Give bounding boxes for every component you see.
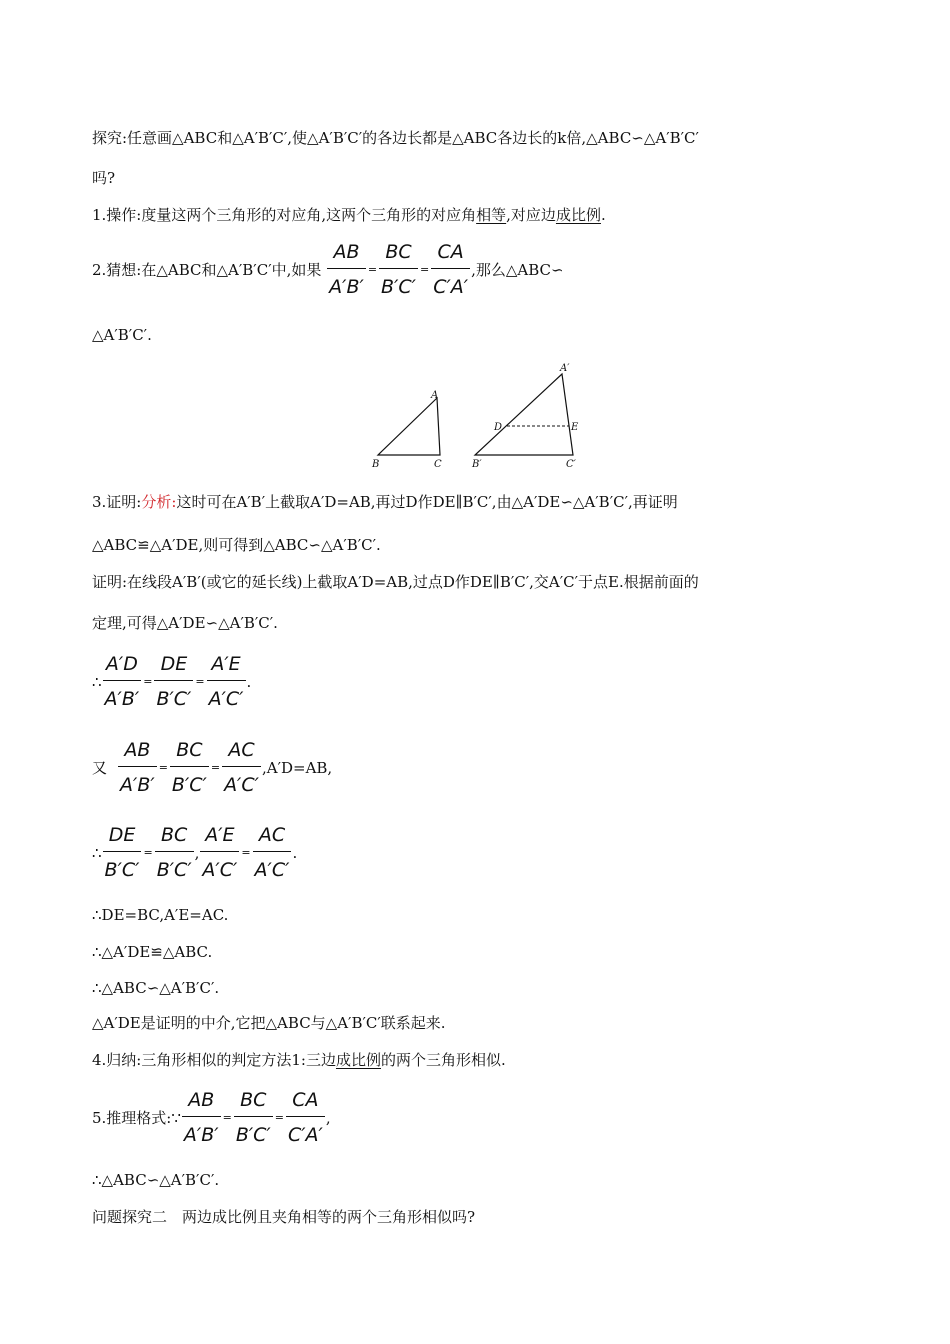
frac-den: A′B′ — [183, 1124, 219, 1146]
frac-num: BC — [170, 738, 209, 767]
proof-line-1: 证明:在线段A′B′(或它的延长线)上截取A′D=AB,过点D作DE∥B′C′,交A′C′于点E.根据前面的 — [92, 573, 699, 591]
label-d: D — [494, 422, 503, 433]
label-c: C — [434, 459, 442, 470]
step1-operation — [92, 205, 606, 225]
label-e: E — [571, 422, 579, 433]
fraction-bc — [379, 240, 418, 299]
frac-den: B′C′ — [104, 859, 140, 881]
analysis-line-2: △ABC≌△A′DE,则可得到△ABC∽△A′B′C′. — [92, 536, 381, 554]
fraction-ab — [327, 240, 366, 299]
frac-num: BC — [379, 240, 418, 269]
eq-sign: = — [274, 1110, 284, 1124]
fraction-ac — [253, 823, 292, 882]
eq-sign: = — [158, 760, 168, 774]
fraction-ab — [118, 738, 157, 797]
frac-den: B′C′ — [156, 859, 192, 881]
large-triangle — [471, 363, 579, 470]
step4-summary — [92, 1050, 506, 1070]
frac-num: AB — [182, 1088, 221, 1117]
eq-sign: = — [367, 262, 378, 276]
frac-den: B′C′ — [235, 1124, 271, 1146]
frac-num: AB — [327, 240, 366, 269]
frac-num: BC — [155, 823, 194, 852]
eq-sign: = — [419, 262, 430, 276]
eq-sign: = — [210, 760, 221, 774]
fraction-ape — [200, 823, 239, 882]
explore-line-2: 吗? — [92, 169, 116, 187]
frac-num: AB — [118, 738, 157, 767]
frac-num: DE — [103, 823, 142, 852]
fraction-ab — [182, 1088, 221, 1147]
also-tail: ,A′D=AB, — [261, 758, 333, 777]
conclusion-2: ∴△A′DE≌△ABC. — [92, 943, 213, 961]
ratio-line-1 — [92, 652, 251, 711]
fraction-ape — [207, 652, 246, 711]
because-sign: ∵ — [171, 1108, 181, 1127]
label-b: B — [372, 459, 380, 470]
step1-text: 1.操作:度量这两个三角形的对应角,这两个三角形的对应角 — [92, 206, 477, 224]
step3-analysis — [92, 492, 678, 512]
also-label: 又 — [92, 758, 108, 777]
step3-label: 3.证明: — [92, 493, 142, 511]
frac-den: B′C′ — [171, 774, 207, 796]
fraction-ca — [286, 1088, 325, 1147]
ratio-line-3 — [92, 823, 297, 882]
frac-den: A′C′ — [208, 688, 244, 710]
frac-den: C′A′ — [433, 276, 469, 298]
frac-num: CA — [431, 240, 470, 269]
triangles-figure — [360, 358, 600, 473]
frac-num: DE — [154, 652, 193, 681]
proof-line-2: 定理,可得△A′DE∽△A′B′C′. — [92, 614, 278, 632]
fraction-apd — [103, 652, 142, 711]
frac-num: CA — [286, 1088, 325, 1117]
period: . — [246, 672, 252, 691]
step1-mid: ,对应边 — [506, 206, 556, 224]
triangle-apbpcp — [475, 374, 573, 455]
fraction-ca — [431, 240, 470, 299]
analysis-label: 分析: — [141, 493, 177, 511]
question-2-heading: 问题探究二 两边成比例且夹角相等的两个三角形相似吗? — [92, 1208, 476, 1226]
frac-den: C′A′ — [287, 1124, 323, 1146]
step4-underline: 成比例 — [335, 1051, 381, 1069]
period: . — [292, 843, 298, 862]
eq-sign: = — [241, 845, 251, 859]
eq-sign: = — [143, 845, 153, 859]
small-triangle — [371, 390, 442, 470]
eq-sign: = — [222, 1110, 232, 1124]
triangle-abc — [378, 398, 440, 455]
frac-den: B′C′ — [381, 276, 416, 298]
label-bp: B′ — [472, 459, 482, 470]
analysis-text: 这时可在A′B′上截取A′D=AB,再过D作DE∥B′C′,由△A′DE∽△A′B′C′,再证明 — [176, 493, 678, 511]
frac-num: A′E — [200, 823, 239, 852]
frac-den: A′C′ — [224, 774, 259, 796]
comma: , — [325, 1108, 331, 1127]
step2-text: 2.猜想:在△ABC和△A′B′C′中,如果 — [92, 260, 322, 279]
explore-line-1: 探究:任意画△ABC和△A′B′C′,使△A′B′C′的各边长都是△ABC各边长的k倍,△ABC∽△A′B′C′ — [92, 129, 699, 147]
label-cp: C′ — [566, 459, 576, 470]
frac-num: AC — [253, 823, 292, 852]
frac-den: B′C′ — [156, 688, 192, 710]
ratio-line-2 — [92, 738, 332, 797]
eq-sign: = — [195, 674, 205, 688]
fraction-bc — [234, 1088, 273, 1147]
frac-den: A′C′ — [254, 859, 290, 881]
frac-num: BC — [234, 1088, 273, 1117]
step1-underline-proportional: 成比例 — [555, 206, 601, 224]
label-a: A — [431, 390, 439, 401]
step5-format — [92, 1088, 331, 1147]
step2-conjecture — [92, 240, 564, 299]
conclusion-1: ∴DE=BC,A′E=AC. — [92, 906, 229, 924]
therefore-sign: ∴ — [92, 672, 102, 691]
fraction-de — [103, 823, 142, 882]
frac-num: AC — [222, 738, 261, 767]
step2-line-2: △A′B′C′. — [92, 326, 152, 344]
step4-text: 4.归纳:三角形相似的判定方法1:三边 — [92, 1051, 336, 1069]
frac-den: A′C′ — [202, 859, 238, 881]
step1-post: . — [600, 206, 606, 224]
frac-den: A′B′ — [104, 688, 140, 710]
therefore-sign: ∴ — [92, 843, 102, 862]
step5-conclusion: ∴△ABC∽△A′B′C′. — [92, 1171, 220, 1189]
fraction-bc — [170, 738, 209, 797]
frac-num: A′D — [103, 652, 142, 681]
fraction-bc — [155, 823, 194, 882]
fraction-de — [154, 652, 193, 711]
fraction-ac — [222, 738, 261, 797]
label-ap: A′ — [560, 363, 570, 374]
step2-post: ,那么△ABC∽ — [471, 260, 564, 279]
step5-text: 5.推理格式: — [92, 1108, 172, 1127]
frac-den: A′B′ — [120, 774, 155, 796]
eq-sign: = — [143, 674, 153, 688]
frac-den: A′B′ — [329, 276, 364, 298]
comma: , — [194, 843, 200, 862]
bridge-note: △A′DE是证明的中介,它把△ABC与△A′B′C′联系起来. — [92, 1014, 446, 1032]
conclusion-3: ∴△ABC∽△A′B′C′. — [92, 979, 220, 997]
step1-underline-equal: 相等 — [476, 206, 507, 224]
frac-num: A′E — [207, 652, 246, 681]
step4-post: 的两个三角形相似. — [380, 1051, 506, 1069]
